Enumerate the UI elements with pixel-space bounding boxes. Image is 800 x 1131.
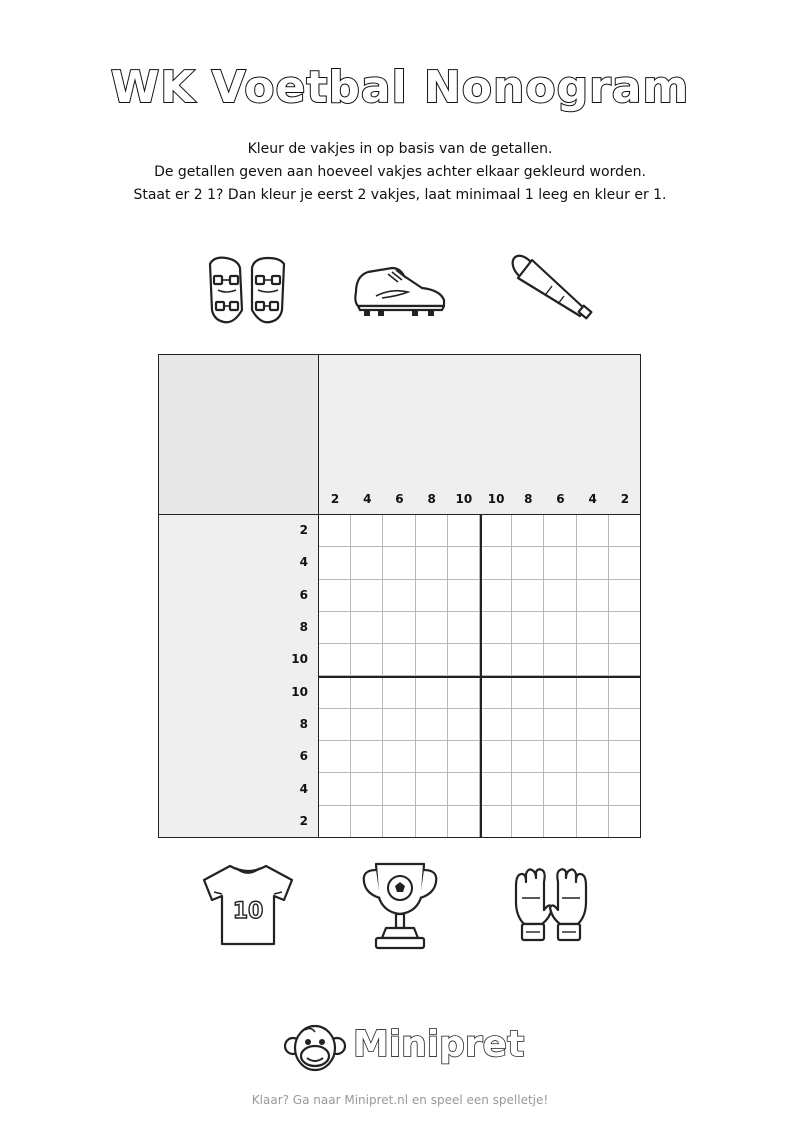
grid-cell[interactable] — [577, 547, 609, 579]
grid-cell[interactable] — [480, 677, 512, 709]
grid-cell[interactable] — [544, 580, 576, 612]
grid-cell[interactable] — [609, 677, 641, 709]
grid-cell[interactable] — [480, 515, 512, 547]
grid-cell[interactable] — [383, 806, 415, 838]
instruction-line: Staat er 2 1? Dan kleur je eerst 2 vakjes, laat minimaal 1 leeg en kleur er 1. — [133, 187, 667, 203]
page-title: WK Voetbal Nonogram — [110, 62, 690, 113]
grid-cell[interactable] — [577, 515, 609, 547]
grid-cell[interactable] — [416, 677, 448, 709]
row-clue: 6 — [299, 587, 308, 602]
grid-cell[interactable] — [544, 806, 576, 838]
grid-cell[interactable] — [480, 580, 512, 612]
grid-cell[interactable] — [609, 612, 641, 644]
grid-cell[interactable] — [383, 677, 415, 709]
grid-cell[interactable] — [416, 547, 448, 579]
grid-cell[interactable] — [351, 709, 383, 741]
row-clue: 2 — [299, 523, 308, 538]
row-clue: 8 — [299, 716, 308, 731]
instructions — [0, 138, 800, 207]
grid-cell[interactable] — [416, 773, 448, 805]
grid-cell[interactable] — [609, 644, 641, 676]
row-clue: 4 — [299, 781, 308, 796]
grid-cell[interactable] — [512, 547, 544, 579]
grid-cell[interactable] — [416, 644, 448, 676]
column-clue: 8 — [427, 492, 436, 506]
grid-cell[interactable] — [319, 709, 351, 741]
grid-cell[interactable] — [448, 741, 480, 773]
grid-cell[interactable] — [319, 644, 351, 676]
row-clue: 10 — [291, 652, 308, 667]
jersey-icon — [200, 862, 296, 948]
grid-cell[interactable] — [480, 709, 512, 741]
row-clues — [158, 515, 319, 838]
grid-cell[interactable] — [351, 677, 383, 709]
grid-cell[interactable] — [577, 741, 609, 773]
grid-cell[interactable] — [544, 644, 576, 676]
row-clue: 10 — [291, 684, 308, 699]
grid-cell[interactable] — [351, 612, 383, 644]
grid-cell[interactable] — [512, 580, 544, 612]
grid-cell[interactable] — [383, 515, 415, 547]
goalkeeper-gloves-icon — [506, 866, 596, 944]
grid-cell[interactable] — [383, 612, 415, 644]
grid-cell[interactable] — [609, 773, 641, 805]
column-clue: 8 — [524, 492, 533, 506]
football-boot-icon — [352, 262, 448, 320]
grid-cell[interactable] — [577, 709, 609, 741]
grid-cell[interactable] — [416, 741, 448, 773]
grid-cell[interactable] — [383, 547, 415, 579]
grid-cell[interactable] — [512, 644, 544, 676]
shin-guards-icon — [204, 254, 290, 326]
row-clue: 6 — [299, 749, 308, 764]
grid-cell[interactable] — [512, 806, 544, 838]
column-clues — [319, 354, 641, 515]
grid-cell[interactable] — [577, 806, 609, 838]
grid-cell[interactable] — [609, 580, 641, 612]
grid-cell[interactable] — [609, 741, 641, 773]
grid-cell[interactable] — [480, 644, 512, 676]
row-clue: 8 — [299, 620, 308, 635]
jersey-number: 10 — [232, 899, 264, 924]
grid-cell[interactable] — [577, 612, 609, 644]
grid-cell[interactable] — [544, 741, 576, 773]
column-clue: 4 — [588, 492, 597, 506]
grid-cell[interactable] — [577, 773, 609, 805]
grid-cell[interactable] — [319, 547, 351, 579]
column-clue: 2 — [330, 492, 340, 506]
grid-cell[interactable] — [512, 773, 544, 805]
grid-cell[interactable] — [416, 806, 448, 838]
grid-cell[interactable] — [319, 580, 351, 612]
column-clue: 4 — [363, 492, 372, 506]
grid-cell[interactable] — [351, 547, 383, 579]
grid-cell[interactable] — [319, 612, 351, 644]
monkey-logo-icon — [283, 1022, 347, 1074]
grid-cell[interactable] — [512, 515, 544, 547]
column-clue: 6 — [556, 492, 565, 506]
grid-cell[interactable] — [351, 580, 383, 612]
grid-cell[interactable] — [383, 580, 415, 612]
grid-cell[interactable] — [448, 515, 480, 547]
grid-cell[interactable] — [416, 580, 448, 612]
grid-cell[interactable] — [383, 773, 415, 805]
grid-cell[interactable] — [480, 741, 512, 773]
grid-cell[interactable] — [416, 515, 448, 547]
column-clue: 10 — [455, 492, 473, 506]
grid-cell[interactable] — [319, 773, 351, 805]
grid-cell[interactable] — [448, 773, 480, 805]
grid-cell[interactable] — [512, 677, 544, 709]
grid-cell[interactable] — [512, 612, 544, 644]
grid-cell[interactable] — [351, 644, 383, 676]
grid-cell[interactable] — [544, 515, 576, 547]
grid-divider — [319, 676, 641, 678]
grid-cell[interactable] — [480, 547, 512, 579]
row-clue: 2 — [299, 813, 308, 828]
grid-cell[interactable] — [448, 677, 480, 709]
vuvuzela-icon — [508, 252, 598, 324]
minipret-logo — [283, 1018, 523, 1078]
nonogram-grid — [319, 515, 641, 838]
grid-cell[interactable] — [448, 547, 480, 579]
grid-cell[interactable] — [512, 709, 544, 741]
logo-text: Minipret — [353, 1024, 525, 1065]
grid-cell[interactable] — [319, 806, 351, 838]
instruction-line: Kleur de vakjes in op basis van de getallen. — [247, 141, 553, 157]
grid-cell[interactable] — [351, 773, 383, 805]
grid-cell[interactable] — [544, 773, 576, 805]
nonogram-puzzle — [158, 354, 641, 838]
grid-cell[interactable] — [480, 612, 512, 644]
grid-cell[interactable] — [512, 741, 544, 773]
grid-cell[interactable] — [416, 709, 448, 741]
grid-cell[interactable] — [544, 547, 576, 579]
grid-cell[interactable] — [383, 644, 415, 676]
grid-cell[interactable] — [577, 644, 609, 676]
grid-cell[interactable] — [609, 709, 641, 741]
footer-text: Klaar? Ga naar Minipret.nl en speel een spelletje! — [251, 1093, 549, 1107]
grid-cell[interactable] — [351, 515, 383, 547]
grid-cell[interactable] — [544, 612, 576, 644]
grid-cell[interactable] — [448, 806, 480, 838]
grid-cell[interactable] — [609, 806, 641, 838]
grid-cell[interactable] — [416, 612, 448, 644]
grid-cell[interactable] — [319, 515, 351, 547]
grid-cell[interactable] — [544, 677, 576, 709]
column-clue: 6 — [395, 492, 404, 506]
grid-cell[interactable] — [577, 580, 609, 612]
grid-cell[interactable] — [480, 806, 512, 838]
column-clue: 2 — [620, 492, 630, 506]
grid-cell[interactable] — [351, 741, 383, 773]
grid-cell[interactable] — [544, 709, 576, 741]
grid-cell[interactable] — [319, 677, 351, 709]
instruction-line: De getallen geven aan hoeveel vakjes achter elkaar gekleurd worden. — [154, 164, 646, 180]
grid-cell[interactable] — [480, 773, 512, 805]
puzzle-corner — [158, 354, 319, 515]
trophy-icon — [358, 858, 442, 952]
row-clue: 4 — [299, 555, 308, 570]
grid-cell[interactable] — [448, 709, 480, 741]
grid-cell[interactable] — [448, 612, 480, 644]
grid-cell[interactable] — [383, 741, 415, 773]
grid-cell[interactable] — [448, 580, 480, 612]
grid-cell[interactable] — [351, 806, 383, 838]
grid-cell[interactable] — [319, 741, 351, 773]
grid-cell[interactable] — [609, 547, 641, 579]
column-clue: 10 — [487, 492, 505, 506]
grid-cell[interactable] — [448, 644, 480, 676]
grid-cell[interactable] — [609, 515, 641, 547]
grid-cell[interactable] — [577, 677, 609, 709]
grid-cell[interactable] — [383, 709, 415, 741]
